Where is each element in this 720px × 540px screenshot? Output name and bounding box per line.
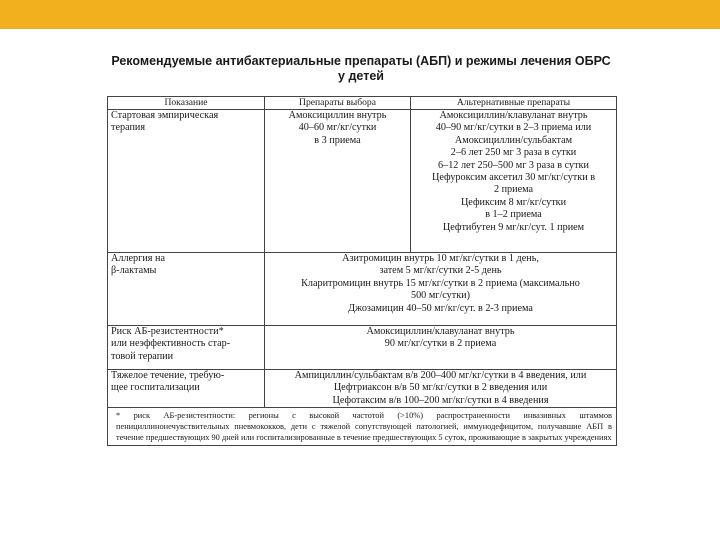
- title-line-2: у детей: [338, 69, 384, 83]
- treatment-table: [107, 96, 617, 446]
- text-line: 2–6 лет 250 мг 3 раза в сутки: [450, 147, 577, 159]
- header-alternative: Альтернативные препараты: [411, 97, 617, 110]
- cell-alternative: [411, 110, 617, 253]
- text-line: 6–12 лет 250–500 мг 3 раза в сутки: [438, 159, 589, 171]
- cell-indication: [108, 370, 265, 408]
- cell-choice: [265, 110, 411, 253]
- text-line: Цефотаксим в/в 100–200 мг/кг/сутки в 4 введения: [332, 394, 549, 406]
- cell-therapy: [265, 253, 617, 326]
- cell-therapy: [265, 370, 617, 408]
- text-line: Амоксициллин/клавуланат внутрь: [439, 110, 588, 121]
- text-line: Цефуроксим аксетил 30 мг/кг/сутки в: [431, 172, 596, 184]
- text-line: Амоксициллин/клавуланат внутрь: [366, 326, 515, 337]
- text-line: Кларитромицин внутрь 15 мг/кг/сутки в 2 приема (максимально: [301, 277, 580, 289]
- text-line: Цефтриаксон в/в 50 мг/кг/сутки в 2 введения или: [333, 382, 548, 394]
- table-header-row: [108, 97, 617, 110]
- cell-indication: [108, 253, 265, 326]
- text-line: Цефтибутен 9 мг/кг/сут. 1 прием: [442, 221, 585, 233]
- document-title: [108, 54, 614, 84]
- text-line: щее госпитализации: [111, 382, 200, 394]
- text-line: Риск АБ-резистентности*: [111, 326, 224, 337]
- table-row-empirical: [108, 110, 617, 253]
- cell-indication: [108, 326, 265, 370]
- text-line: в 1–2 приема: [485, 209, 542, 221]
- text-line: или неэффективность стар-: [111, 338, 231, 350]
- text-line: 500 мг/сутки): [410, 290, 470, 302]
- title-line-1: Рекомендуемые антибактериальные препараты (АБП) и режимы лечения ОБРС: [111, 54, 611, 68]
- header-indication: Показание: [108, 97, 265, 110]
- text-line: затем 5 мг/кг/сутки 2-5 день: [379, 265, 502, 277]
- header-choice: Препараты выбора: [265, 97, 411, 110]
- text-line: терапия: [111, 122, 146, 134]
- text-line: Аллергия на: [111, 253, 165, 264]
- text-line: β-лактамы: [111, 265, 157, 277]
- text-line: Джозамицин 40–50 мг/кг/сут. в 2-3 приема: [348, 302, 533, 314]
- text-line: Амоксициллин/сульбактам: [454, 134, 573, 146]
- text-line: в 3 приема: [314, 134, 361, 146]
- top-accent-bar: [0, 0, 720, 29]
- footnote: * риск АБ-резистентности: регионы с высокой частотой (>10%) распространенности инвазивных штаммов пенициллинонечувствительных пневмококков, дети с тяжелой сопутствующей патологией, иммунодефицитом, получавшие АБП в течение предшествующих 90 дней или госпитализированные в течение предшествующих 5 суток, проживающие в закрытых учреждениях: [108, 408, 617, 446]
- text-line: Азитромицин внутрь 10 мг/кг/сутки в 1 день,: [342, 253, 539, 264]
- table-row-footnote: [108, 408, 617, 446]
- text-line: 2 приема: [493, 184, 534, 196]
- text-line: Стартовая эмпирическая: [111, 110, 219, 121]
- table-row-severe: [108, 370, 617, 408]
- text-line: Амоксициллин внутрь: [288, 110, 387, 121]
- table-row-resistance: [108, 326, 617, 370]
- text-line: Тяжелое течение, требую-: [111, 370, 225, 381]
- text-line: Ампициллин/сульбактам в/в 200–400 мг/кг/сутки в 4 введения, или: [294, 370, 587, 381]
- table-row-allergy: [108, 253, 617, 326]
- text-line: Цефиксим 8 мг/кг/сутки: [460, 196, 567, 208]
- text-line: 40–60 мг/кг/сутки: [298, 122, 377, 134]
- cell-indication: [108, 110, 265, 253]
- text-line: 90 мг/кг/сутки в 2 приема: [384, 338, 497, 350]
- text-line: 40–90 мг/кг/сутки в 2–3 приема или: [435, 122, 592, 134]
- text-line: товой терапии: [111, 350, 174, 362]
- cell-therapy: [265, 326, 617, 370]
